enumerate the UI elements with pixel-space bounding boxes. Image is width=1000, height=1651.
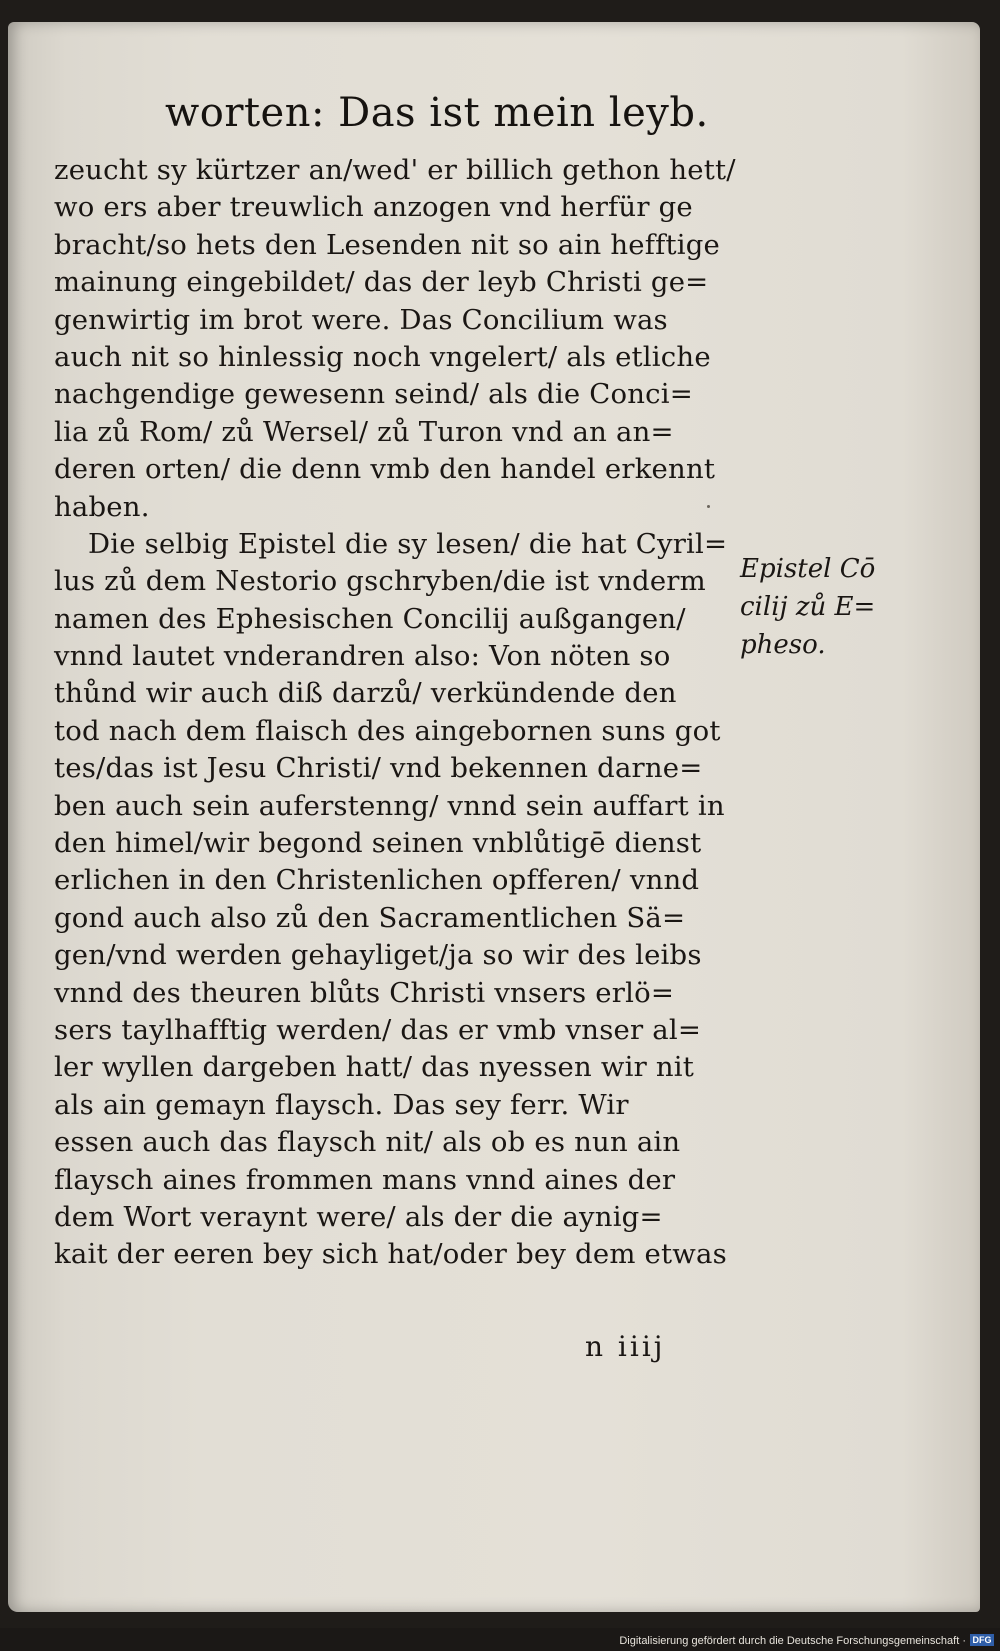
text-line: namen des Ephesischen Concilij außgangen/ [54,602,686,635]
margin-note-line: Epistel Cō [740,554,876,584]
signature-mark: n iiij [585,1330,666,1363]
text-line: tes/das ist Jesu Christi/ vnd bekennen darne= [54,752,703,785]
text-line: essen auch das flaysch nit/ als ob es nun ain [54,1126,681,1159]
margin-note-line: cilij zů E= [740,592,876,622]
text-line: ben auch sein auferstenng/ vnnd sein auffart in [54,789,725,822]
text-line: mainung eingebildet/ das der leyb Christi ge= [54,266,709,299]
text-line: thůnd wir auch diß darzů/ verkündende den [54,677,677,710]
text-line: vnnd lautet vnderandren also: Von nöten so [54,640,671,673]
text-line: zeucht sy kürtzer an/wed' er billich gethon hett/ [54,154,736,186]
page-header: worten: Das ist mein leyb. [165,90,709,136]
text-line: flaysch aines frommen mans vnnd aines der [54,1163,676,1196]
text-line: Die selbig Epistel die sy lesen/ die hat Cyril= [88,527,728,560]
text-line: sers taylhafftig werden/ das er vmb vnser al= [54,1013,702,1046]
text-line: den himel/wir begond seinen vnblůtigē dienst [54,827,702,860]
text-line: erlichen in den Christenlichen opfferen/ vnnd [54,864,700,897]
text-line: lus zů dem Nestorio gschryben/die ist vnderm [54,565,706,598]
text-line: als ain gemayn flaysch. Das sey ferr. Wir [54,1088,629,1121]
text-line: tod nach dem flaisch des aingebornen suns got [54,714,721,747]
body-text [54,152,754,1274]
text-line: nachgendige gewesenn seind/ als die Conci= [54,378,693,411]
text-line: gond auch also zů den Sacramentlichen Sä= [54,901,686,934]
text-line: bracht/so hets den Lesenden nit so ain hefftige [54,228,720,261]
text-line: genwirtig im brot were. Das Concilium was [54,303,668,336]
funding-credit: Digitalisierung gefördert durch die Deutsche Forschungsgemeinschaft · [619,1635,966,1647]
text-line: wo ers aber treuwlich anzogen vnd herfür ge [54,191,693,224]
text-line: gen/vnd werden gehayliget/ja so wir des leibs [54,939,702,972]
text-line: lia zů Rom/ zů Wersel/ zů Turon vnd an an= [54,415,674,448]
text-line: kait der eeren bey sich hat/oder bey dem etwas [54,1238,727,1271]
text-line: auch nit so hinlessig noch vngelert/ als etliche [54,340,711,373]
text-line: ler wyllen dargeben hatt/ das nyessen wir nit [54,1051,695,1084]
text-line: deren orten/ die denn vmb den handel erkennt [54,453,716,486]
margin-note [740,550,900,664]
text-line: dem Wort veraynt were/ als der die aynig= [54,1200,663,1233]
ink-speck [707,505,710,508]
margin-note-line: pheso. [740,630,826,660]
text-line: vnnd des theuren blůts Christi vnsers erlö= [54,976,675,1009]
dfg-logo: DFG [970,1634,994,1646]
text-line: haben. [54,490,150,523]
